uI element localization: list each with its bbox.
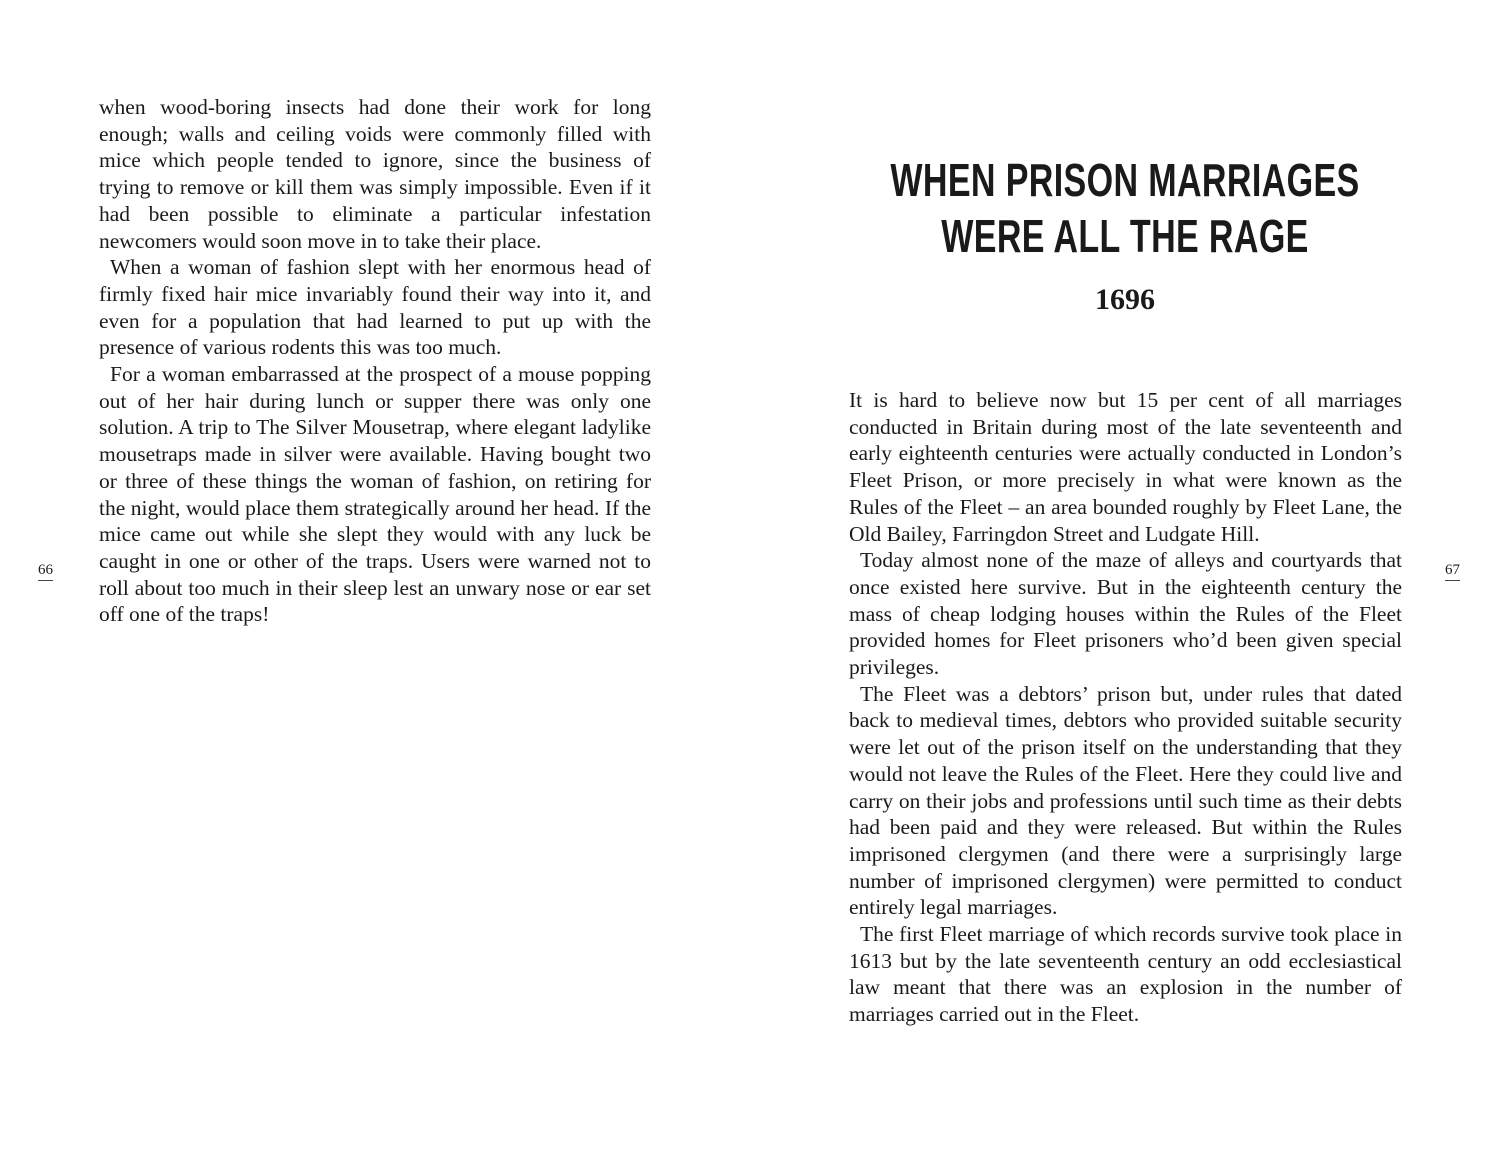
page-number-left: 66 xyxy=(38,561,53,581)
body-paragraph: Today almost none of the maze of alleys and courtyards that once existed here survive. But in the eighteenth century the mass of cheap lodging houses within the Rules of the Fleet provided homes for Fleet prisoners who’d been given special privileges. xyxy=(849,548,1402,680)
chapter-title-line-1: WHEN PRISON MARRIAGES xyxy=(890,154,1360,206)
chapter-year: 1696 xyxy=(1095,283,1155,316)
chapter-title xyxy=(877,152,1373,264)
right-page-body xyxy=(849,387,1402,1028)
body-paragraph: It is hard to believe now but 15 per cent of all marriages conducted in Britain during most of the late seventeenth and early eighteenth centuries were actually conducted in London’s Fleet Prison, or more precisely in what were known as the Rules of the Fleet – an area bounded roughly by Fleet Lane, the Old Bailey, Farringdon Street and Ludgate Hill. xyxy=(849,388,1402,546)
body-paragraph: For a woman embarrassed at the prospect of a mouse popping out of her hair during lunch or supper there was only one solution. A trip to The Silver Mousetrap, where elegant ladylike mousetraps made in silver were available. Having bought two or three of these things the woman of fashion, on retiring for the night, would place them strategically around her head. If the mice came out while she slept they would with any luck be caught in one or other of the traps. Users were warned not to roll about too much in their sleep lest an unwary nose or ear set off one of the traps! xyxy=(99,362,651,627)
body-paragraph: The first Fleet marriage of which records survive took place in 1613 but by the late seventeenth century an odd ecclesiastical law meant that there was an explosion in the number of marriages carried out in the Fleet. xyxy=(849,922,1402,1027)
body-paragraph: when wood-boring insects had done their work for long enough; walls and ceiling voids were commonly filled with mice which people tended to ignore, since the business of trying to remove or kill them was simply impossible. Even if it had been possible to eliminate a particular infestation newcomers would soon move in to take their place. xyxy=(99,95,651,253)
left-page-body xyxy=(99,94,651,628)
chapter-title-line-2: WERE ALL THE RAGE xyxy=(941,210,1309,262)
body-paragraph: When a woman of fashion slept with her enormous head of firmly fixed hair mice invariably found their way into it, and even for a population that had learned to put up with the presence of various rodents this was too much. xyxy=(99,255,651,360)
right-page xyxy=(750,0,1500,1151)
page-number-right: 67 xyxy=(1445,561,1460,581)
body-paragraph: The Fleet was a debtors’ prison but, under rules that dated back to medieval times, debtors who provided suitable security were let out of the prison itself on the understanding that they would not leave the Rules of the Fleet. Here they could live and carry on their jobs and professions until such time as their debts had been paid and they were released. But within the Rules imprisoned clergymen (and there were a surprisingly large number of imprisoned clergymen) were permitted to conduct entirely legal marriages. xyxy=(849,681,1402,920)
